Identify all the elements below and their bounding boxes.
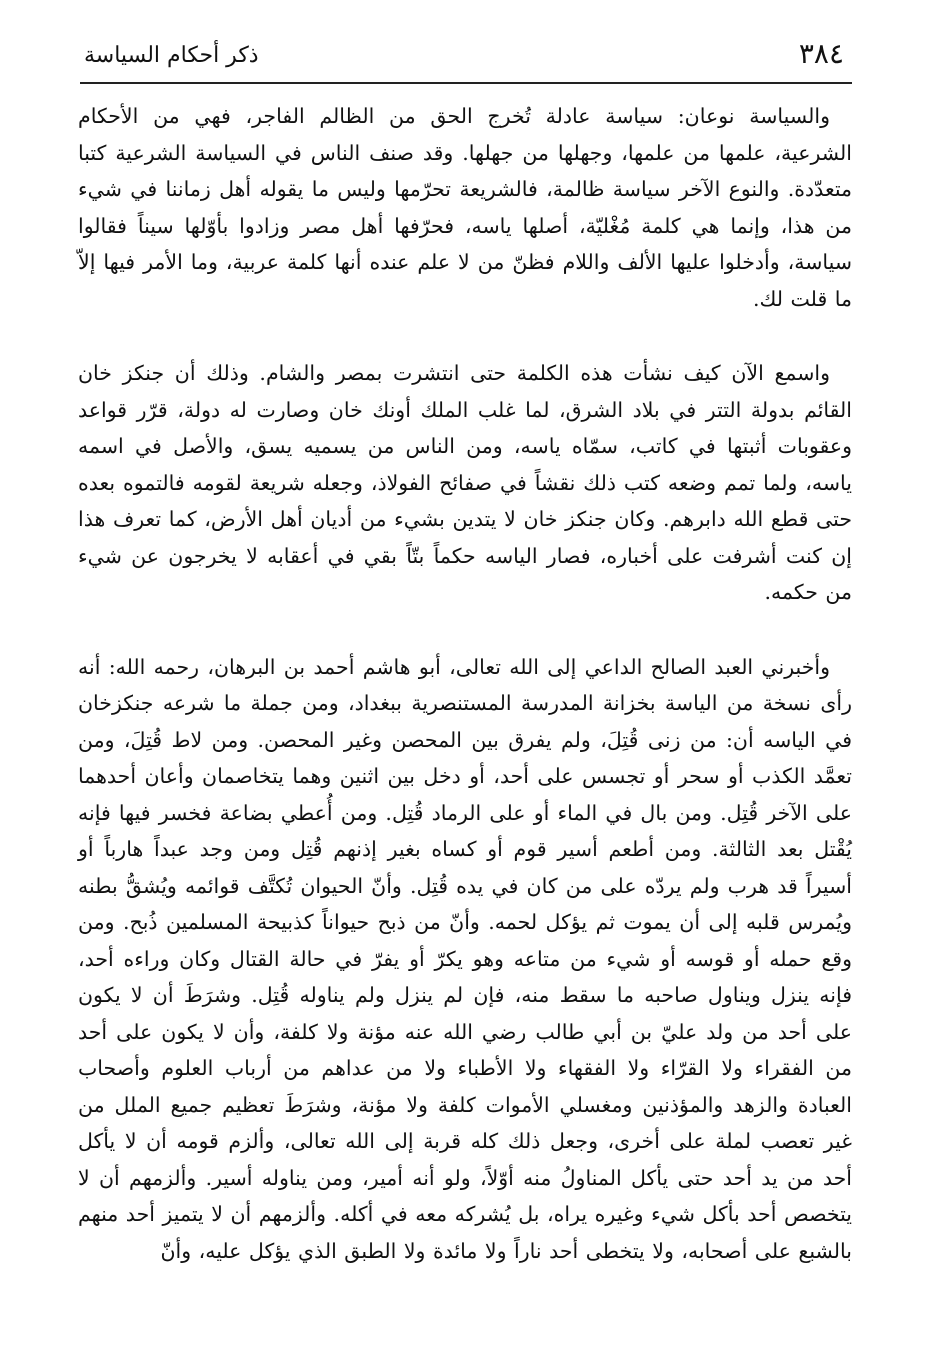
paragraph-yasa-rules: وأخبرني العبد الصالح الداعي إلى الله تعالى، أبو هاشم أحمد بن البرهان، رحمه الله: أنه رأى نسخة من الياسة بخزانة المدرسة المستنصرية ببغداد، ومن جملة ما شرعه جنكزخان في الياسه أن: من زنى قُتِلَ، ولم يفرق بين المحصن وغير المحصن. ومن لاط قُتِلَ، ومن تعمَّد الكذب أو سحر أو تجسس على أحد، أو دخل بين اثنين وهما يتخاصمان وأعان أحدهما على الآخر قُتِل. ومن بال في الماء أو على الرماد قُتِل. ومن أُعطي بضاعة فخسر فيها فإنه يُقْتل بعد الثالثة. ومن أطعم أسير قوم أو كساه بغير إذنهم قُتِل ومن وجد عبداً هارباً أو أسيراً قد هرب ولم يردّه على من كان في يده قُتِل. وأنّ الحيوان تُكتَّف قوائمه ويُشقُّ بطنه ويُمرس قلبه إلى أن يموت ثم يؤكل لحمه. وأنّ من ذبح حيواناً كذبيحة المسلمين ذُبح. ومن وقع حمله أو قوسه أو شيء من متاعه وهو يكرّ أو يفرّ في حالة القتال وكان وراءه أحد، فإنه ينزل ويناول صاحبه ما سقط منه، فإن لم ينزل ولم يناوله قُتِل. وشرَطَ أن لا يكون على أحد من ولد عليّ بن أبي طالب رضي الله عنه مؤنة ولا كلفة، وأن لا يكون على أحد من الفقراء ولا القرّاء ولا الفقهاء ولا الأطباء ولا من عداهم من أرباب العلوم وأصحاب العبادة والزهد والمؤذنين ومغسلي الأموات كلفة ولا مؤنة، وشرَطَ تعظيم جميع الملل من غير تعصب لملة على أخرى، وجعل ذلك كله قربة إلى الله تعالى، وألزم قومه أن لا يأكل أحد من يد أحد حتى يأكل المناولُ منه أوّلاً، ولو أنه أمير، ومن يناوله أسير. وألزمهم أن لا يتخصص أحد بأكل شيء وغيره يراه، بل يُشركه معه في أكله. وألزمهم أن لا يتميز أحد منهم بالشبع على أصحابه، ولا يتخطى أحد ناراً ولا مائدة ولا الطبق الذي يؤكل عليه، وأنّ — [78, 654, 852, 1263]
header-divider — [80, 82, 852, 84]
paragraph-yasa-origin: واسمع الآن كيف نشأت هذه الكلمة حتى انتشرت بمصر والشام. وذلك أن جنكز خان القائم بدولة التتر في بلاد الشرق، لما غلب الملك أونك خان وصارت له دولة، قرّر قواعد وعقوبات أثبتها في كاتب، سمّاه ياسه، ومن الناس من يسميه يسق، والأصل في اسمه ياسه، ولما تمم وضعه كتب ذلك نقشاً في صفائح الفولاذ، وجعله شريعة لقومه فالتموه بعده حتى قطع الله دابرهم. وكان جنكز خان لا يتدين بشيء من أديان أهل الأرض، كما تعرف هذا إن كنت أشرفت على أخباره، فصار الياسه حكماً بتّاً بقي في أعقابه لا يخرجون عن شيء من حكمه. — [78, 361, 852, 604]
page-body — [78, 98, 852, 1269]
running-title: ذكر أحكام السياسة — [84, 43, 259, 68]
page-header — [80, 30, 848, 82]
page-number: ٣٨٤ — [798, 37, 844, 70]
paragraph-siyasa-types: والسياسة نوعان: سياسة عادلة تُخرج الحق من الظالم الفاجر، فهي من الأحكام الشرعية، علمها من علمها، وجهلها من جهلها. وقد صنف الناس في السياسة الشرعية كتبا متعدّدة. والنوع الآخر سياسة ظالمة، فالشريعة تحرّمها وليس ما يقوله أهل زماننا في شيء من هذا، وإنما هي كلمة مُغْليّة، أصلها ياسه، فحرّفها أهل مصر وزادوا بأوّلها سيناً فقالوا سياسة، وأدخلوا عليها الألف واللام فظنّ من لا علم عنده أنها كلمة عربية، وما الأمر فيها إلاّ ما قلت لك. — [78, 104, 852, 311]
